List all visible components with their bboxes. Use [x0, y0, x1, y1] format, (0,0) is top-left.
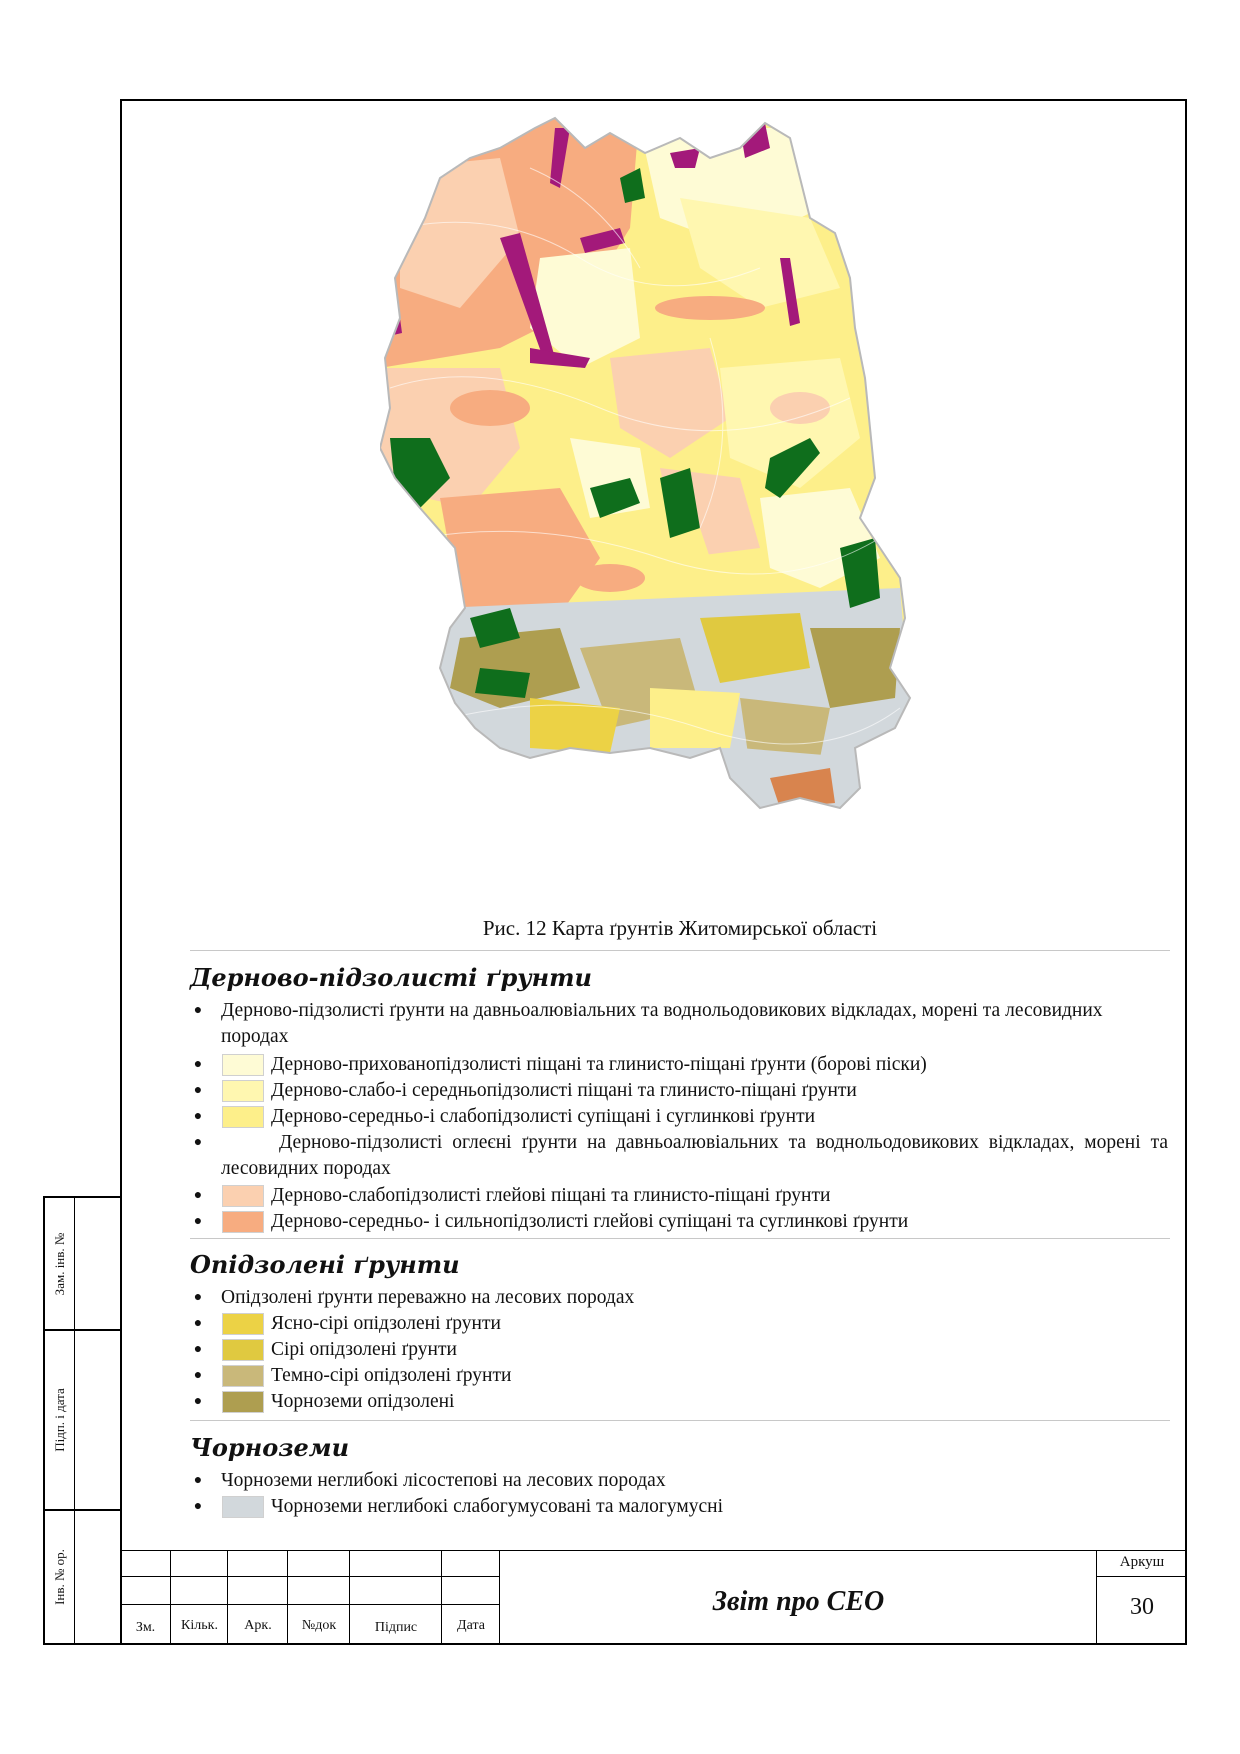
side-stamp [43, 1196, 122, 1645]
title-block [120, 1550, 1187, 1645]
bullet-icon: ● [193, 1083, 203, 1098]
bullet-icon: ● [193, 1290, 203, 1305]
bullet-icon: ● [193, 1109, 203, 1124]
legend-swatch [222, 1054, 264, 1076]
legend-swatch [222, 1339, 264, 1361]
legend-swatch [222, 1496, 264, 1518]
column-label: Підпис [374, 1620, 418, 1635]
legend-text: Дерново-прихованопідзолисті піщані та глинисто-піщані ґрунти (борові піски) [271, 1054, 927, 1075]
legend-text: Чорноземи опідзолені [271, 1391, 455, 1412]
bullet-icon: ● [193, 1342, 203, 1357]
divider [190, 1238, 1170, 1239]
soil-map [380, 108, 1020, 908]
sheet-label: Аркуш [1119, 1554, 1165, 1570]
legend-text: Дерново-підзолисті ґрунти на давньоалювіальних та воднольодовикових відкладах, морені та лесовидних породах [221, 1000, 1103, 1047]
legend-text: Сірі опідзолені ґрунти [271, 1339, 457, 1360]
document-title: Звіт про СЕО [712, 1586, 885, 1617]
legend-text: Темно-сірі опідзолені ґрунти [271, 1365, 512, 1386]
legend-text: Дерново-слабо-і середньопідзолисті піщані та глинисто-піщані ґрунти [271, 1080, 857, 1101]
bullet-icon: ● [193, 1499, 203, 1514]
legend-swatch [222, 1211, 264, 1233]
legend-text: Опідзолені ґрунти переважно на лесових породах [221, 1287, 635, 1308]
column-label: Арк. [244, 1618, 272, 1633]
section-title: Опідзолені ґрунти [190, 1250, 460, 1279]
bullet-icon: ● [193, 1368, 203, 1383]
bullet-icon: ● [193, 1188, 203, 1203]
bullet-icon: ● [193, 1135, 203, 1150]
legend-swatch [222, 1365, 264, 1387]
column-label: Дата [457, 1618, 485, 1633]
column-label: №док [301, 1618, 337, 1633]
bullet-icon: ● [193, 1316, 203, 1331]
sheet-number: 30 [1130, 1594, 1154, 1620]
side-stamp-cell [43, 1196, 120, 1331]
legend-text: Дерново-підзолисті оглеєні ґрунти на давньоалювіальних та воднольодовикових відкладах, морені та лесовидних породах [221, 1132, 1168, 1179]
side-stamp-label: Інв. № ор. [51, 1549, 67, 1605]
bullet-icon: ● [193, 1214, 203, 1229]
section-title: Дерново-підзолисті ґрунти [190, 963, 592, 992]
legend-item [188, 998, 1168, 1050]
legend-item [188, 1130, 1168, 1182]
bullet-icon: ● [193, 1473, 203, 1488]
column-label: Кільк. [181, 1618, 218, 1633]
bullet-icon: ● [193, 1003, 203, 1018]
bullet-icon: ● [193, 1057, 203, 1072]
bullet-icon: ● [193, 1394, 203, 1409]
side-stamp-label: Зам. інв. № [51, 1232, 67, 1295]
legend-swatch [222, 1185, 264, 1207]
legend-swatch [222, 1391, 264, 1413]
divider [190, 950, 1170, 951]
figure-caption: Рис. 12 Карта ґрунтів Житомирської області [482, 916, 878, 940]
legend-swatch [222, 1080, 264, 1102]
divider [190, 1420, 1170, 1421]
legend-text: Ясно-сірі опідзолені ґрунти [271, 1313, 501, 1334]
legend-swatch [222, 1313, 264, 1335]
side-stamp-cell [43, 1329, 120, 1511]
side-stamp-cell [43, 1509, 120, 1645]
legend-text: Чорноземи неглибокі лісостепові на лесових породах [221, 1470, 666, 1491]
legend-text: Дерново-слабопідзолисті глейові піщані та глинисто-піщані ґрунти [271, 1185, 831, 1206]
legend-text: Дерново-середньо-і слабопідзолисті супіщані і суглинкові ґрунти [271, 1106, 816, 1127]
section-title: Чорноземи [190, 1433, 350, 1462]
side-stamp-label: Підп. і дата [51, 1388, 67, 1452]
column-label: Зм. [135, 1620, 156, 1635]
soil-map-image [380, 108, 1020, 908]
legend-text: Дерново-середньо- і сильнопідзолисті глейові супіщані та суглинкові ґрунти [271, 1211, 909, 1232]
legend-swatch [222, 1106, 264, 1128]
legend-text: Чорноземи неглибокі слабогумусовані та малогумусні [271, 1496, 723, 1517]
